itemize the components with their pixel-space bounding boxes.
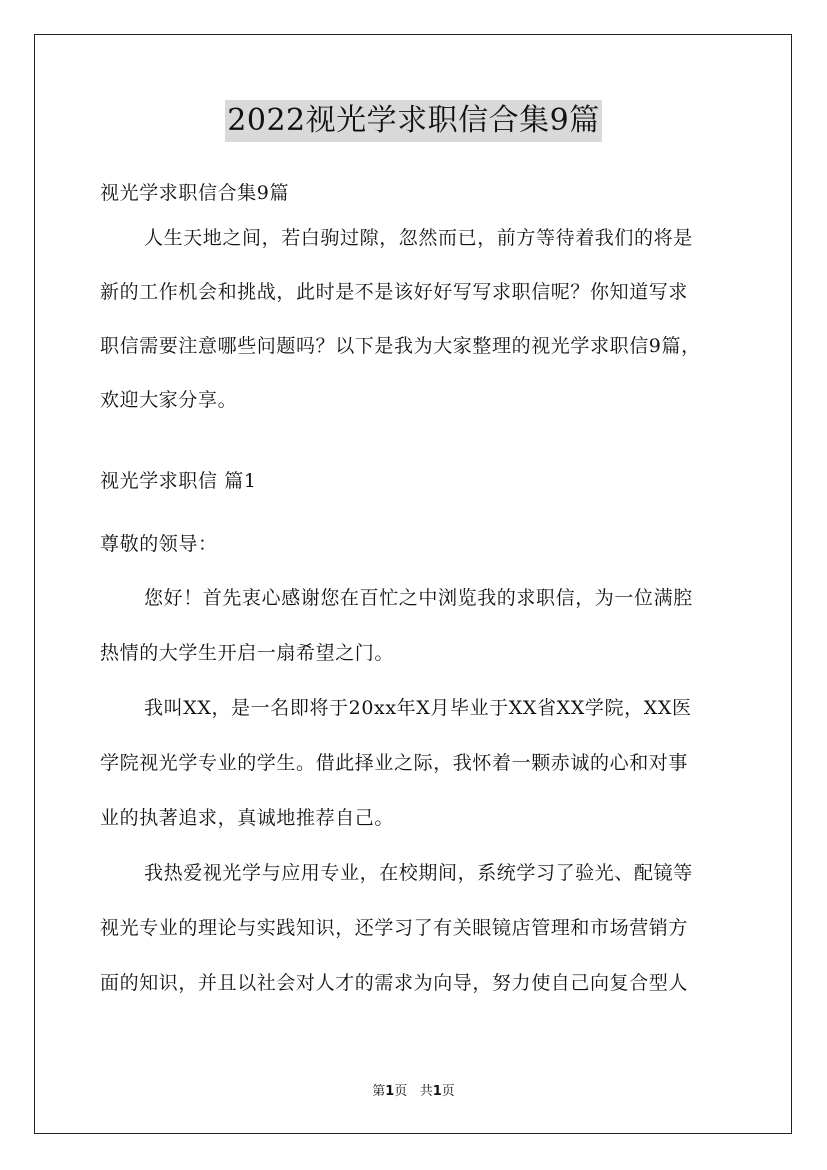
para3-line-3: 面的知识，并且以社会对人才的需求为向导，努力使自己向复合型人 (100, 972, 689, 994)
intro-line-3: 职信需要注意哪些问题吗？以下是我为大家整理的视光学求职信9篇， (100, 335, 701, 357)
intro-line-4: 欢迎大家分享。 (100, 389, 238, 411)
para2-line-3: 业的执著追求，真诚地推荐自己。 (100, 807, 395, 829)
document-title: 2022视光学求职信合集9篇 (225, 100, 601, 142)
intro-line-1: 人生天地之间，若白驹过隙，忽然而已，前方等待着我们的将是 (144, 227, 693, 249)
para1-line-2: 热情的大学生开启一扇希望之门。 (100, 642, 395, 664)
footer-page-number: 1 (385, 1084, 395, 1099)
document-body (100, 175, 740, 1011)
para3-line-1: 我热爱视光学与应用专业，在校期间，系统学习了验光、配镜等 (144, 862, 693, 884)
intro-line-2: 新的工作机会和挑战，此时是不是该好好写写求职信呢？你知道写求 (100, 281, 689, 303)
title-wrap (0, 100, 827, 142)
footer-page-prefix: 第 (372, 1084, 386, 1099)
footer-total-suffix: 页 (441, 1084, 455, 1099)
para3-line-2: 视光专业的理论与实践知识，还学习了有关眼镜店管理和市场营销方 (100, 917, 689, 939)
footer-page-suffix: 页 共 (394, 1084, 433, 1099)
section-heading: 视光学求职信 篇1 (100, 470, 257, 492)
footer-total-pages: 1 (432, 1084, 442, 1099)
salutation: 尊敬的领导： (100, 533, 218, 555)
para1-line-1: 您好！首先衷心感谢您在百忙之中浏览我的求职信，为一位满腔 (144, 587, 693, 609)
subtitle: 视光学求职信合集9篇 (100, 182, 290, 204)
para2-line-1: 我叫XX，是一名即将于20xx年X月毕业于XX省XX学院，XX医 (144, 697, 692, 719)
page-footer (0, 1083, 827, 1101)
para2-line-2: 学院视光学专业的学生。借此择业之际，我怀着一颗赤诚的心和对事 (100, 752, 689, 774)
